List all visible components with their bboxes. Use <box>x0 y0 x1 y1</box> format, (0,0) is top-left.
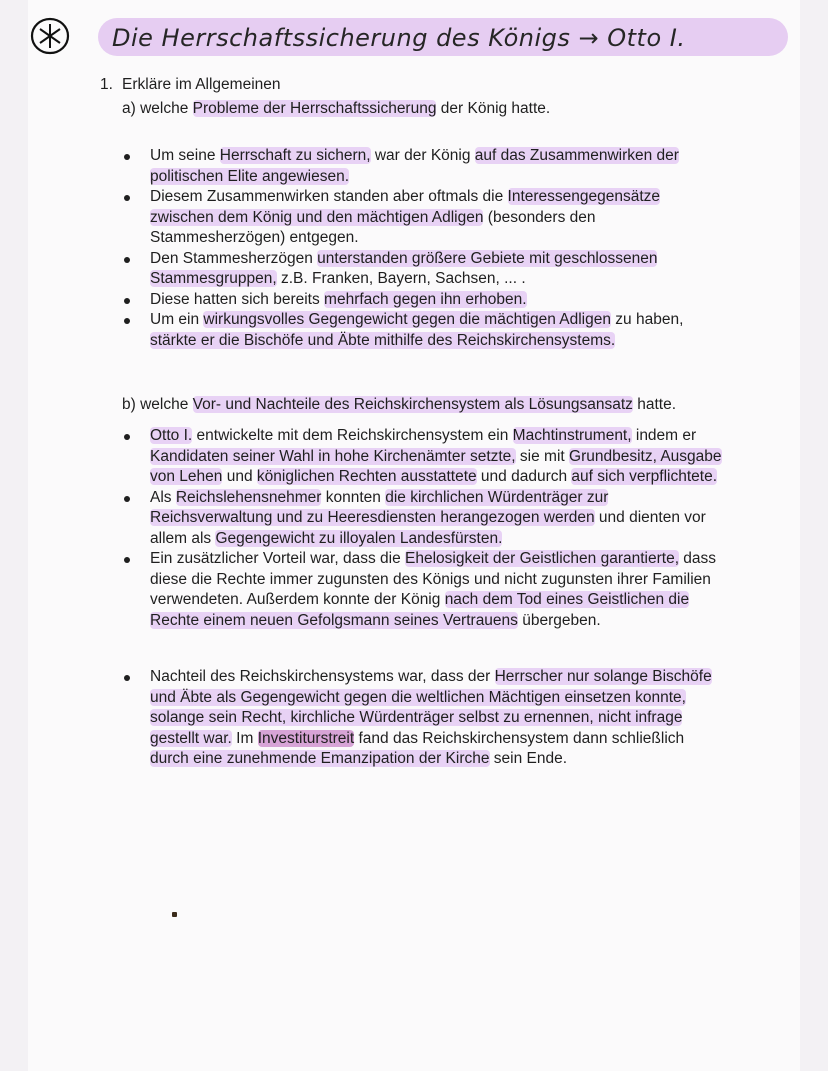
bullet-item <box>122 146 722 187</box>
text-segment: Als <box>150 488 176 506</box>
highlighted-text: die kirchlichen Würdenträger zur Reichsverwaltung und zu Heeresdiensten herangezogen werden <box>150 488 609 526</box>
bullet-item <box>122 310 722 351</box>
bullet-list-b <box>122 426 722 770</box>
bullet-item <box>122 667 722 770</box>
highlighted-text: Ehelosigkeit der Geistlichen garantierte, <box>405 550 679 567</box>
highlighted-text: Reichslehensnehmer <box>175 488 322 506</box>
strong-highlighted-text: Investiturstreit <box>257 729 355 747</box>
bullet-item <box>122 187 722 249</box>
text-segment: war der König <box>370 147 475 164</box>
highlighted-text: Otto I. <box>150 427 193 444</box>
text-segment: Um seine <box>150 147 220 164</box>
bullet-item <box>122 426 722 488</box>
highlighted-text: stärkte er die Bischöfe und Äbte mithilfe des Reichskirchensystems. <box>150 331 616 349</box>
text-segment: Nachteil des Reichskirchensystems war, dass der <box>150 668 495 685</box>
bullet-item <box>122 488 722 550</box>
highlighted-text: mehrfach gegen ihn erhoben. <box>324 290 527 308</box>
question-b: b) welche Vor- und Nachteile des Reichskirchensystem als Lösungsansatz hatte. <box>122 396 677 413</box>
text-segment: indem er <box>631 427 697 444</box>
question-a-highlight: Probleme der Herrschaftssicherung <box>192 100 437 117</box>
highlighted-text: Interessengegensätze zwischen dem König und den mächtigen Adligen <box>150 188 661 226</box>
stray-mark <box>172 912 177 917</box>
title-row <box>28 14 788 60</box>
text-segment: Um ein <box>150 311 204 328</box>
highlighted-text: Herrschaft zu sichern, <box>219 147 371 164</box>
text-segment: Im <box>231 729 258 747</box>
highlighted-text: Grundbesitz, Ausgabe von Lehen <box>150 447 722 485</box>
task-number: 1. <box>100 76 113 93</box>
text-segment: Diese hatten sich bereits <box>150 290 325 308</box>
bullet-dot <box>124 318 130 324</box>
text-segment: Diesem Zusammenwirken standen aber oftmals die <box>150 188 508 205</box>
bullet-dot <box>124 434 130 440</box>
page-title: Die Herrschaftssicherung des Königs → Otto I. <box>112 24 686 52</box>
bullet-dot <box>124 675 130 681</box>
bullet-dot <box>124 557 130 563</box>
bullet-dot <box>124 195 130 201</box>
text-segment: fand das Reichskirchensystem dann schließlich <box>354 729 685 747</box>
text-segment: zu haben, <box>610 311 684 328</box>
question-a: a) welche Probleme der Herrschaftssicherung der König hatte. <box>122 100 551 117</box>
bullet-dot <box>124 298 130 304</box>
bullet-dot <box>124 154 130 160</box>
highlighted-text: Herrscher nur solange Bischöfe und Äbte als Gegengewicht gegen die weltlichen Mächtigen einsetzen konnte, solange sein Recht, kirchliche Würdenträger selbst zu ernennen, nicht infrage gestellt war. <box>150 668 712 747</box>
text-segment: (besonders den Stammesherzögen) entgegen. <box>150 208 596 246</box>
highlighted-text: Kandidaten seiner Wahl in hohe Kirchenämter setzte, <box>150 447 516 465</box>
text-segment: Den Stammesherzögen <box>150 249 318 267</box>
text-segment: Ein zusätzlicher Vorteil war, dass die <box>150 550 406 567</box>
highlighted-text: Machtinstrument, <box>512 427 632 444</box>
bullet-dot <box>124 496 130 502</box>
text-segment: dass diese die Rechte immer zugunsten des Königs und nicht zugunsten ihrer Familien verwendeten. Außerdem konnte der König <box>150 550 717 608</box>
text-segment: entwickelte mit dem Reichskirchensystem ein <box>192 427 513 444</box>
text-segment: sie mit <box>515 447 570 465</box>
text-segment: z.B. Franken, Bayern, Sachsen, ... . <box>276 270 526 287</box>
bullet-item <box>122 290 722 311</box>
highlighted-text: durch eine zunehmende Emanzipation der Kirche <box>150 750 490 767</box>
highlighted-text: unterstanden größere Gebiete mit geschlossenen Stammesgruppen, <box>150 249 658 287</box>
bullet-item <box>122 249 722 290</box>
highlighted-text: auf das Zusammenwirken der politischen Elite angewiesen. <box>150 147 679 185</box>
text-segment: konnten <box>321 488 386 506</box>
highlighted-text: wirkungsvolles Gegengewicht gegen die mächtigen Adligen <box>203 311 611 328</box>
bullet-item <box>122 549 722 631</box>
text-segment: und dienten vor allem als <box>150 509 706 547</box>
highlighted-text: auf sich verpflichtete. <box>571 468 718 485</box>
task-text: Erkläre im Allgemeinen <box>122 76 281 93</box>
question-b-highlight: Vor- und Nachteile des Reichskirchensystem als Lösungsansatz <box>192 396 633 413</box>
highlighted-text: Gegengewicht zu illoyalen Landesfürsten. <box>215 529 503 547</box>
asterisk-circle-icon <box>28 14 72 58</box>
bullet-dot <box>124 257 130 263</box>
text-segment: sein Ende. <box>489 750 568 767</box>
text-segment: und dadurch <box>476 468 572 485</box>
text-segment: übergeben. <box>517 611 601 629</box>
highlighted-text: nach dem Tod eines Geistlichen die Rechte einem neuen Gefolgsmann seines Vertrauens <box>150 591 690 629</box>
highlighted-text: königlichen Rechten ausstattete <box>256 468 477 485</box>
bullet-list-a <box>122 146 722 351</box>
text-segment: und <box>222 468 257 485</box>
